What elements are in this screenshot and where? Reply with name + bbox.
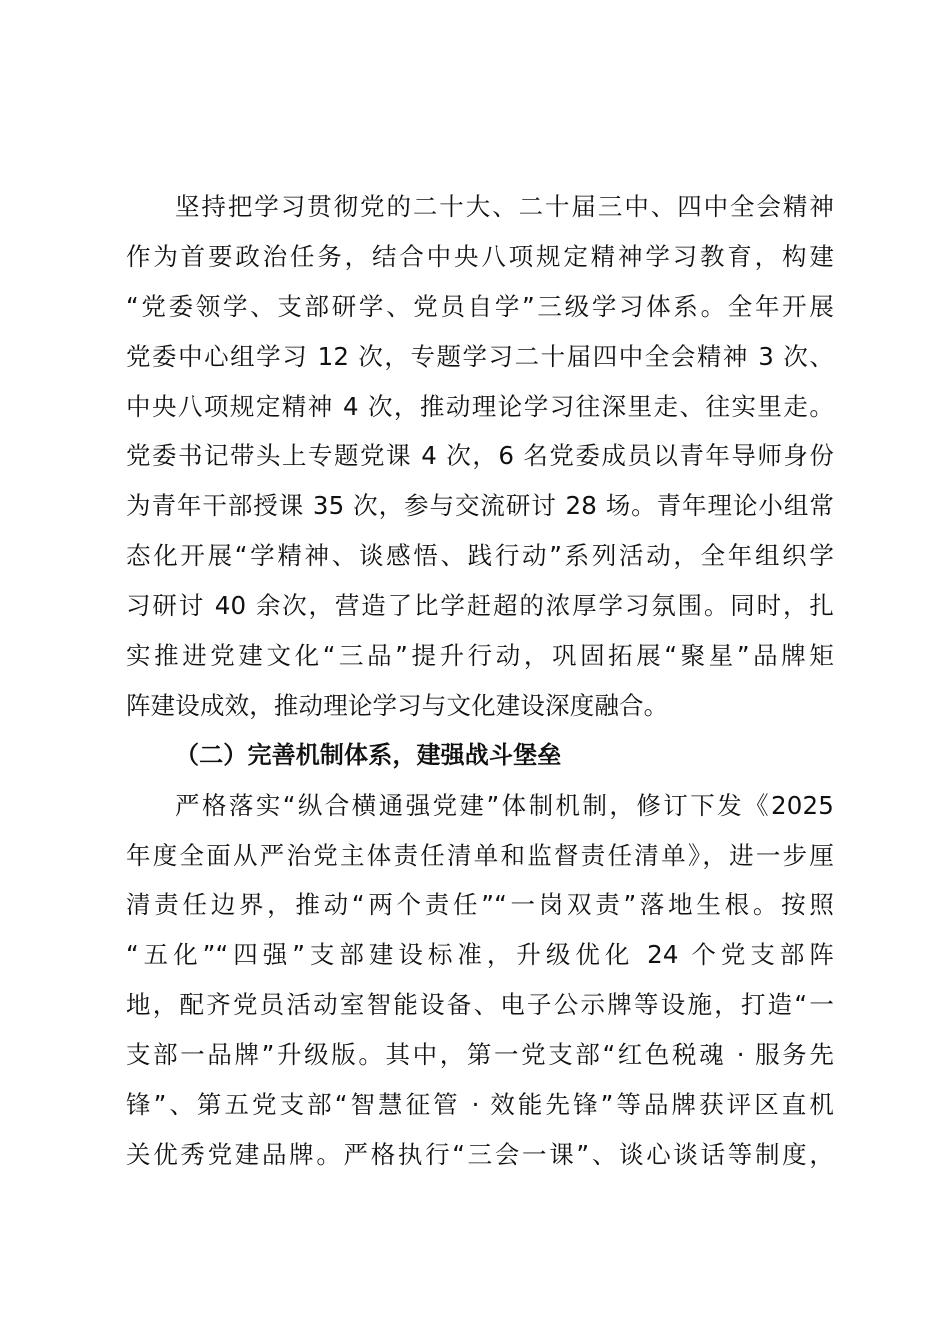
- text-line: 严格落实“纵合横通强党建”体制机制，修订下发《2025: [175, 790, 834, 820]
- text-line: 党委书记带头上专题党课 4 次，6 名党委成员以青年导师身份: [126, 441, 834, 471]
- text-line: “五化”“四强”支部建设标准，升级优化 24 个党支部阵: [126, 940, 834, 970]
- text-line: 习研讨 40 余次，营造了比学赶超的浓厚学习氛围。同时，扎: [126, 591, 834, 621]
- text-line: 党委中心组学习 12 次，专题学习二十届四中全会精神 3 次、: [126, 341, 834, 371]
- text-line: 锋”、第五党支部“智慧征管 · 效能先锋”等品牌获评区直机: [126, 1090, 834, 1120]
- document-page: [126, 182, 834, 1180]
- text-line: 清责任边界，推动“两个责任”“一岗双责”落地生根。按照: [126, 890, 834, 920]
- text-line: 实推进党建文化“三品”提升行动，巩固拓展“聚星”品牌矩: [126, 641, 834, 671]
- text-line: 作为首要政治任务，结合中央八项规定精神学习教育，构建: [126, 241, 834, 271]
- text-line: 为青年干部授课 35 次，参与交流研讨 28 场。青年理论小组常: [126, 491, 834, 521]
- text-line: 坚持把学习贯彻党的二十大、二十届三中、四中全会精神: [175, 192, 834, 221]
- text-line: 支部一品牌”升级版。其中，第一党支部“红色税魂 · 服务先: [126, 1040, 834, 1070]
- paragraph-mechanism: [126, 781, 834, 1180]
- text-line: 中央八项规定精神 4 次，推动理论学习往深里走、往实里走。: [126, 391, 834, 421]
- text-line: 地，配齐党员活动室智能设备、电子公示牌等设施，打造“一: [126, 990, 834, 1020]
- text-line: “党委领学、支部研学、党员自学”三级学习体系。全年开展: [126, 291, 834, 321]
- paragraph-study: [126, 182, 834, 731]
- text-line: 年度全面从严治党主体责任清单和监督责任清单》，进一步厘: [126, 840, 834, 870]
- section-heading: （二）完善机制体系，建强战斗堡垒: [175, 740, 562, 769]
- text-line: 关优秀党建品牌。严格执行“三会一课”、谈心谈话等制度，: [126, 1139, 834, 1169]
- text-line: 阵建设成效，推动理论学习与文化建设深度融合。: [126, 690, 669, 720]
- text-line: 态化开展“学精神、谈感悟、践行动”系列活动，全年组织学: [126, 541, 834, 571]
